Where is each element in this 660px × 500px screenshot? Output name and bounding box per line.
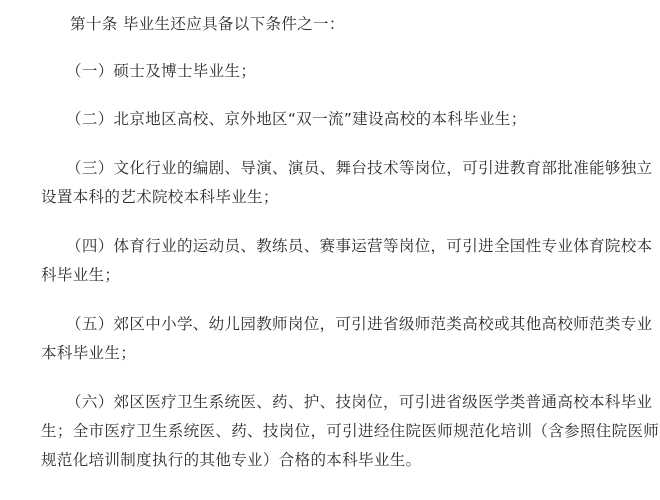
condition-1-line-1: （一）硕士及博士毕业生； xyxy=(66,62,257,80)
condition-6-line-2: 生；全市医疗卫生系统医、药、技岗位，可引进经住院医师规范化培训（含参照住院医师 xyxy=(41,422,660,440)
condition-6-line-1: （六）郊区医疗卫生系统医、药、护、技岗位，可引进省级医学类普通高校本科毕业 xyxy=(66,393,653,411)
condition-3-line-1: （三）文化行业的编剧、导演、演员、舞台技术等岗位，可引进教育部批准能够独立 xyxy=(66,159,653,177)
condition-5-line-1: （五）郊区中小学、幼儿园教师岗位，可引进省级师范类高校或其他高校师范类专业 xyxy=(66,315,653,333)
article-heading: 第十条 毕业生还应具备以下条件之一： xyxy=(70,15,345,33)
condition-5-line-2: 本科毕业生； xyxy=(41,344,137,362)
condition-3-line-2: 设置本科的艺术院校本科毕业生； xyxy=(41,188,279,206)
condition-4-line-1: （四）体育行业的运动员、教练员、赛事运营等岗位，可引进全国性专业体育院校本 xyxy=(66,237,653,255)
condition-2-line-1: （二）北京地区高校、京外地区“双一流”建设高校的本科毕业生； xyxy=(66,110,527,128)
condition-6-line-3: 规范化培训制度执行的其他专业）合格的本科毕业生。 xyxy=(41,451,422,469)
condition-4-line-2: 科毕业生； xyxy=(41,266,121,284)
